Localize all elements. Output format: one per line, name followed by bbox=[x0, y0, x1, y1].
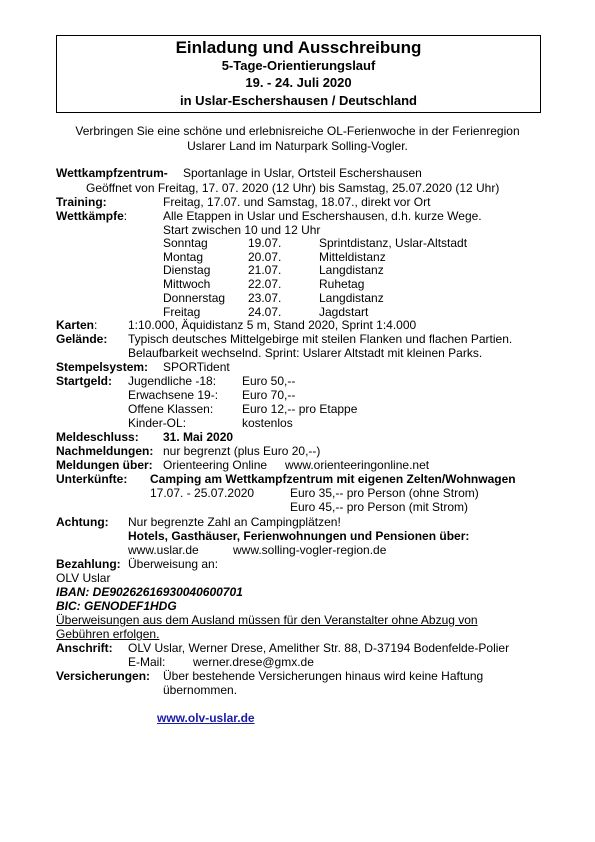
foreign-transfer-note-1: Überweisungen aus dem Ausland müssen für den Veranstalter ohne Abzug von bbox=[56, 613, 478, 627]
gelaende-label: Gelände: bbox=[56, 332, 108, 346]
gelaende-line-1: Typisch deutsches Mittelgebirge mit steilen Flanken und flachen Partien. bbox=[128, 332, 513, 346]
meldeschluss-value: 31. Mai 2020 bbox=[163, 430, 234, 444]
bezahlung-value: Überweisung an: bbox=[128, 557, 219, 571]
schedule-event: Langdistanz bbox=[319, 291, 384, 305]
document-title: Einladung und Ausschreibung bbox=[175, 38, 422, 57]
foreign-transfer-note-2: Gebühren erfolgen. bbox=[56, 627, 160, 641]
wettkaempfe-line-1: Alle Etappen in Uslar und Eschershausen, d.h. kurze Wege. bbox=[163, 209, 482, 223]
schedule-day: Freitag bbox=[163, 305, 201, 319]
schedule-date: 20.07. bbox=[248, 250, 282, 264]
karten-label: Karten bbox=[56, 318, 95, 332]
header-box bbox=[56, 35, 541, 113]
event-subtitle: 5-Tage-Orientierungslauf bbox=[221, 58, 376, 73]
meldungen-label: Meldungen über: bbox=[56, 458, 153, 472]
schedule-event: Mitteldistanz bbox=[319, 250, 386, 264]
event-dates: 19. - 24. Juli 2020 bbox=[245, 75, 352, 90]
stempelsystem-value: SPORTident bbox=[163, 360, 230, 374]
nachmeldungen-value: nur begrenzt (plus Euro 20,--) bbox=[163, 444, 321, 458]
karten-value: 1:10.000, Äquidistanz 5 m, Stand 2020, Sprint 1:4.000 bbox=[128, 318, 417, 332]
schedule-day: Montag bbox=[163, 250, 204, 264]
schedule-date: 21.07. bbox=[248, 263, 282, 277]
camping-period: 17.07. - 25.07.2020 bbox=[150, 486, 255, 500]
meldungen-value: Orienteering Online bbox=[163, 458, 268, 472]
schedule-date: 22.07. bbox=[248, 277, 282, 291]
karten-colon: : bbox=[94, 318, 98, 332]
karten-label-wrap bbox=[56, 318, 97, 332]
unterkuenfte-label: Unterkünfte: bbox=[56, 472, 128, 486]
training-value: Freitag, 17.07. und Samstag, 18.07., direkt vor Ort bbox=[163, 195, 431, 209]
wettkaempfe-line-2: Start zwischen 10 und 12 Uhr bbox=[163, 223, 321, 237]
anschrift-value: OLV Uslar, Werner Drese, Amelither Str. 88, D-37194 Bodenfelde-Polier bbox=[128, 641, 510, 655]
gelaende-line-2: Belaufbarkeit wechselnd. Sprint: Uslarer Altstadt mit kleinen Parks. bbox=[128, 346, 483, 360]
fee-group: Offene Klassen: bbox=[128, 402, 214, 416]
schedule-event: Jagdstart bbox=[319, 305, 369, 319]
achtung-line-1: Nur begrenzte Zahl an Campingplätzen! bbox=[128, 515, 341, 529]
achtung-line-2: Hotels, Gasthäuser, Ferienwohnungen und Pensionen über: bbox=[128, 529, 470, 543]
schedule-date: 19.07. bbox=[248, 236, 282, 250]
unterkuenfte-value: Camping am Wettkampfzentrum mit eigenen Zelten/Wohnwagen bbox=[150, 472, 516, 486]
wettkampfzentrum-label: Wettkampfzentrum- bbox=[56, 166, 168, 180]
event-location: in Uslar-Eschershausen / Deutschland bbox=[180, 93, 417, 108]
email-label: E-Mail: bbox=[128, 655, 166, 669]
nachmeldungen-label: Nachmeldungen: bbox=[56, 444, 154, 458]
wettkaempfe-label: Wettkämpfe bbox=[56, 209, 124, 223]
uslar-link[interactable]: www.uslar.de bbox=[128, 543, 199, 557]
fee-group: Kinder-OL: bbox=[128, 416, 187, 430]
fee-group: Erwachsene 19-: bbox=[128, 388, 219, 402]
iban: IBAN: DE90262616930040600701 bbox=[56, 585, 243, 599]
bezahlung-label: Bezahlung: bbox=[56, 557, 121, 571]
meldeschluss-label: Meldeschluss: bbox=[56, 430, 139, 444]
stempelsystem-label: Stempelsystem: bbox=[56, 360, 149, 374]
versicherungen-line-2: übernommen. bbox=[163, 683, 238, 697]
schedule-day: Dienstag bbox=[163, 263, 211, 277]
wettkaempfe-colon: : bbox=[123, 209, 128, 223]
training-label: Training: bbox=[56, 195, 107, 209]
email-address[interactable]: werner.drese@gmx.de bbox=[193, 655, 314, 669]
schedule-day: Donnerstag bbox=[163, 291, 226, 305]
fee-price: Euro 50,-- bbox=[242, 374, 296, 388]
camping-price-2: Euro 45,-- pro Person (mit Strom) bbox=[290, 500, 469, 514]
intro-line-1: Verbringen Sie eine schöne und erlebnisreiche OL-Ferienwoche in der Ferienregion bbox=[75, 124, 520, 138]
olv-uslar-link[interactable]: www.olv-uslar.de bbox=[157, 711, 255, 725]
schedule-date: 24.07. bbox=[248, 305, 282, 319]
schedule-event: Sprintdistanz, Uslar-Altstadt bbox=[319, 236, 468, 250]
wettkaempfe-label-wrap bbox=[56, 209, 127, 223]
camping-price-1: Euro 35,-- pro Person (ohne Strom) bbox=[290, 486, 479, 500]
wettkampfzentrum-value: Sportanlage in Uslar, Ortsteil Eschershausen bbox=[183, 166, 422, 180]
startgeld-label: Startgeld: bbox=[56, 374, 113, 388]
versicherungen-line-1: Über bestehende Versicherungen hinaus wird keine Haftung bbox=[163, 669, 484, 683]
bic: BIC: GENODEF1HDG bbox=[56, 599, 177, 613]
schedule-event: Ruhetag bbox=[319, 277, 365, 291]
schedule-event: Langdistanz bbox=[319, 263, 384, 277]
fee-group: Jugendliche -18: bbox=[128, 374, 217, 388]
anschrift-label: Anschrift: bbox=[56, 641, 113, 655]
achtung-label: Achtung: bbox=[56, 515, 109, 529]
bank-recipient: OLV Uslar bbox=[56, 571, 111, 585]
schedule-day: Sonntag bbox=[163, 236, 208, 250]
intro-line-2: Uslarer Land im Naturpark Solling-Vogler. bbox=[187, 139, 408, 153]
orienteeringonline-link[interactable]: www.orienteeringonline.net bbox=[285, 458, 430, 472]
fee-price: Euro 12,-- pro Etappe bbox=[242, 402, 358, 416]
schedule-date: 23.07. bbox=[248, 291, 282, 305]
wettkampfzentrum-hours: Geöffnet von Freitag, 17. 07. 2020 (12 Uhr) bis Samstag, 25.07.2020 (12 Uhr) bbox=[86, 181, 500, 195]
solling-vogler-link[interactable]: www.solling-vogler-region.de bbox=[233, 543, 387, 557]
versicherungen-label: Versicherungen: bbox=[56, 669, 151, 683]
fee-price: kostenlos bbox=[242, 416, 293, 430]
schedule-day: Mittwoch bbox=[163, 277, 211, 291]
fee-price: Euro 70,-- bbox=[242, 388, 296, 402]
